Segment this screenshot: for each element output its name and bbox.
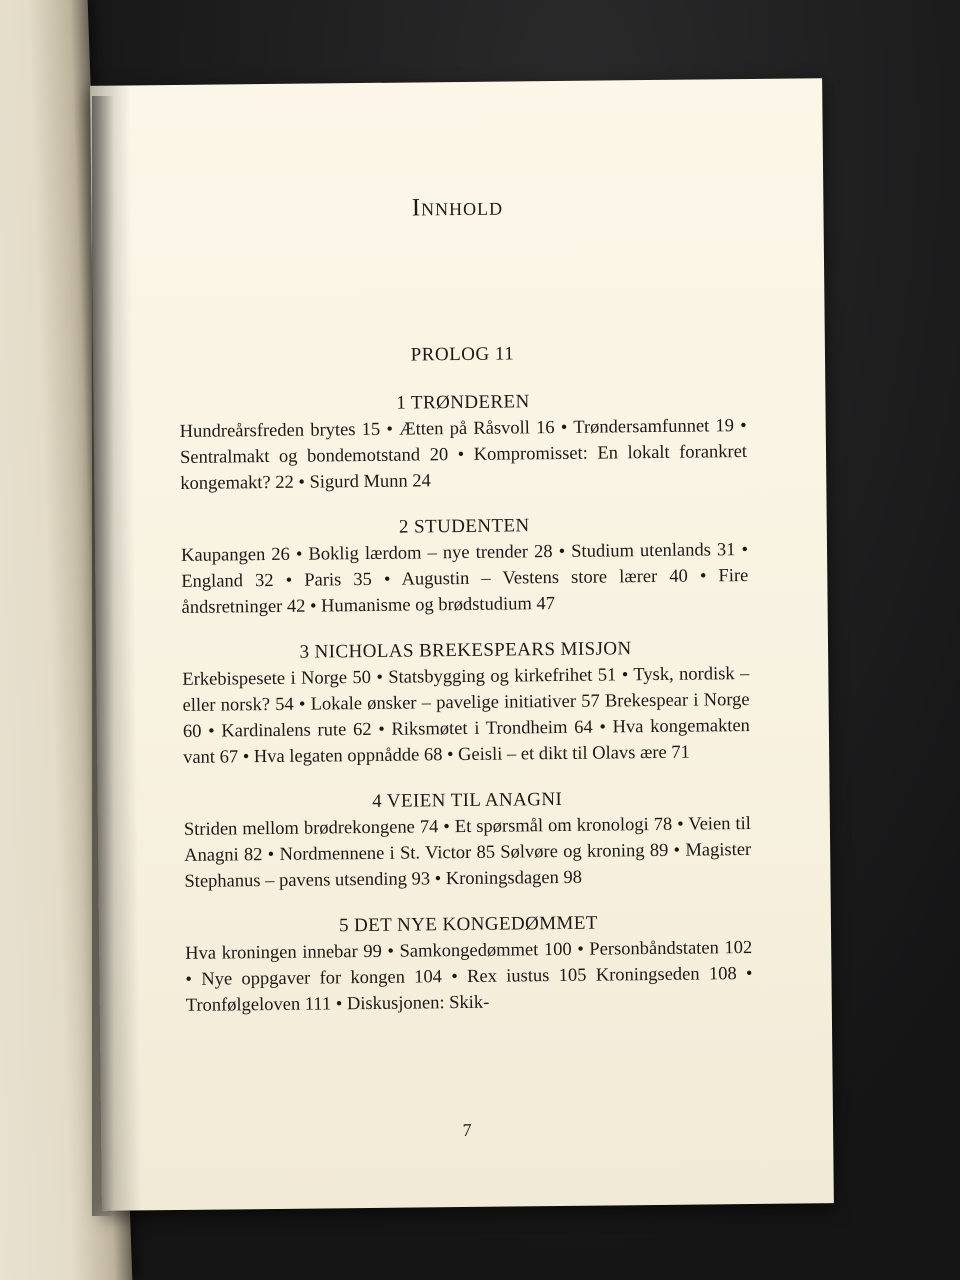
toc-chapter bbox=[182, 637, 750, 771]
chapter-heading: 1 TRØNDEREN bbox=[396, 391, 530, 414]
toc-chapter bbox=[184, 787, 752, 895]
chapter-entries: Hundreårsfreden brytes 15 • Ætten på Råsvoll 16 • Trøndersamfunnet 19 • Sentralmakt og bondemotstand 20 • Kompromisset: En lokalt forankret kongemakt? 22 • Sigurd Munn 24 bbox=[179, 416, 748, 494]
chapter-entries: Striden mellom brødrekongene 74 • Et spørsmål om kronologi 78 • Veien til Anagni 82 • Nordmennene i St. Victor 85 Sølvøre og kroning 89 • Magister Stephanus – pavens utsending 93 • Kroningsdagen 98 bbox=[183, 813, 752, 892]
toc-title: Innhold bbox=[411, 193, 504, 222]
chapter-entries: Hva kroningen innebar 99 • Samkongedømmet 100 • Personbåndstaten 102 • Nye oppgaver for kongen 104 • Rex iustus 105 Kroningseden 108 • Tronfølgeloven 111 • Diskusjonen: Skik- bbox=[185, 937, 753, 1016]
chapter-entries: Erkebispesete i Norge 50 • Statsbygging og kirkefrihet 51 • Tysk, nordisk – eller norsk? 54 • Lokale ønsker – pavelige initiativer 57 Brekespear i Norge 60 • Kardinalens rute 62 • Riksmøtet i Trondheim 64 • Hva kongemakten vant 67 • Hva legaten oppnådde 68 • Geisli – et dikt til Olavs ære 71 bbox=[182, 663, 750, 768]
chapter-entries: Kaupangen 26 • Boklig lærdom – nye trender 28 • Studium utenlands 31 • England 32 • Paris 35 • Augustin – Vestens store lærer 40 • Fire åndsretninger 42 • Humanisme og brødstudium 47 bbox=[180, 540, 749, 618]
toc-chapter bbox=[181, 513, 749, 621]
book-page bbox=[90, 78, 834, 1211]
toc-chapter bbox=[185, 911, 753, 1019]
toc-content bbox=[179, 341, 753, 1041]
page-number: 7 bbox=[462, 1119, 472, 1141]
chapter-heading: 2 STUDENTEN bbox=[398, 515, 530, 538]
toc-prolog: PROLOG 11 bbox=[410, 343, 515, 366]
chapter-heading: 3 NICHOLAS BREKESPEARS MISJON bbox=[299, 638, 632, 663]
chapter-heading: 5 DET NYE KONGEDØMMET bbox=[338, 912, 598, 937]
book-gutter-shadow bbox=[92, 96, 114, 1216]
chapter-heading: 4 VEIEN TIL ANAGNI bbox=[372, 788, 563, 812]
toc-chapter bbox=[179, 389, 747, 497]
